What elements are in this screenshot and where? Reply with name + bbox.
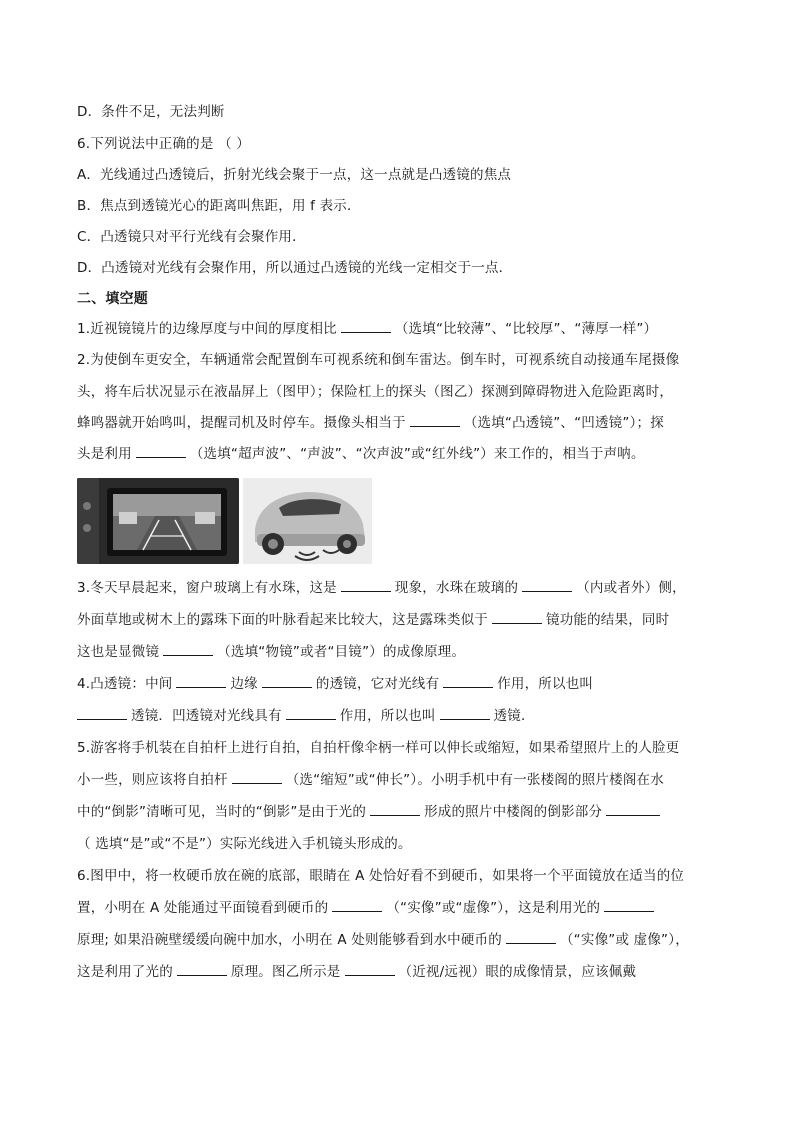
option-d-q5: D．条件不足，无法判断	[77, 104, 225, 120]
option-a: A．光线通过凸透镜后，折射光线会聚于一点，这一点就是凸透镜的焦点	[77, 167, 512, 183]
text: 头是利用	[77, 446, 132, 462]
text: 3.冬天早晨起来，窗户玻璃上有水珠，这是	[77, 580, 337, 596]
text: （选填“比较薄”、“比较厚”、“薄厚一样”）	[394, 321, 658, 337]
fill-question-3-line1	[77, 578, 686, 598]
fill-question-3-line2	[77, 610, 669, 630]
answer-blank[interactable]	[604, 899, 654, 912]
text: 蜂鸣器就开始鸣叫，提醒司机及时停车。摄像头相当于	[77, 415, 406, 431]
answer-blank[interactable]	[163, 643, 213, 656]
text: 作用，所以也叫	[339, 708, 436, 724]
answer-blank[interactable]	[262, 675, 312, 688]
answer-blank[interactable]	[443, 675, 493, 688]
answer-blank[interactable]	[286, 707, 336, 720]
answer-blank[interactable]	[176, 675, 226, 688]
fill-question-4-line2	[77, 706, 535, 726]
fill-question-2-line4	[77, 444, 645, 464]
text: 这也是显微镜	[77, 644, 160, 660]
text: 的透镜，它对光线有	[315, 676, 440, 692]
text: （“实像”或 虚像”），	[559, 932, 689, 948]
option-b: B．焦点到透镜光心的距离叫焦距，用 f 表示．	[77, 198, 361, 214]
text: （内或者外）侧，	[576, 580, 686, 596]
text: 透镜．	[493, 708, 535, 724]
answer-blank[interactable]	[341, 579, 391, 592]
text: 这是利用了光的	[77, 964, 173, 980]
text: 镜功能的结果，同时	[546, 612, 670, 628]
fill-question-2-line1: 2.为使倒车更安全，车辆通常会配置倒车可视系统和倒车雷达。倒车时，可视系统自动接通车尾摄像	[77, 352, 680, 368]
text: （选填“超声波”、“声波”、“次声波”或“红外线”）来工作的，相当于声呐。	[189, 446, 645, 462]
fill-question-2-line3	[77, 413, 664, 433]
option-d: D．凸透镜对光线有会聚作用，所以通过凸透镜的光线一定相交于一点．	[77, 260, 513, 276]
question-6-stem: 6.下列说法中正确的是 （ ）	[77, 136, 250, 152]
answer-blank[interactable]	[345, 963, 395, 976]
text: 形成的照片中楼阁的倒影部分	[424, 804, 603, 820]
fill-question-5-line1: 5.游客将手机装在自拍杆上进行自拍，自拍杆像伞柄一样可以伸长或缩短，如果希望照片上的人脸更	[77, 740, 680, 756]
parking-sensor-car-image	[243, 478, 372, 564]
text: 4.凸透镜：中间	[77, 676, 173, 692]
fill-question-6-line4	[77, 962, 636, 982]
answer-blank[interactable]	[177, 963, 227, 976]
answer-blank[interactable]	[341, 320, 391, 333]
text: 小一些，则应该将自拍杆	[77, 772, 228, 788]
text: 现象，水珠在玻璃的	[394, 580, 519, 596]
answer-blank[interactable]	[606, 803, 660, 816]
fill-question-6-line1: 6.图甲中，将一枚硬币放在碗的底部，眼睛在 A 处恰好看不到硬币，如果将一个平面镜放在适当的位	[77, 868, 685, 884]
text: 外面草地或树木上的露珠下面的叶脉看起来比较大，这是露珠类似于	[77, 612, 488, 628]
answer-blank[interactable]	[370, 803, 420, 816]
fill-question-5-line3	[77, 802, 664, 822]
text: 透镜．凹透镜对光线具有	[131, 708, 282, 724]
answer-blank[interactable]	[506, 931, 556, 944]
reverse-camera-display-image	[77, 478, 239, 564]
text: （选填“物镜”或者“目镜”）的成像原理。	[217, 644, 466, 660]
answer-blank[interactable]	[136, 445, 186, 458]
fill-question-5-line4: （ 选填“是”或“不是”）实际光线进入手机镜头形成的。	[77, 836, 412, 852]
fill-question-6-line3	[77, 930, 689, 950]
text: 原理。图乙所示是	[230, 964, 341, 980]
answer-blank[interactable]	[410, 414, 460, 427]
text: （选“缩短”或“伸长”）。小明手机中有一张楼阁的照片楼阁在水	[285, 772, 664, 788]
answer-blank[interactable]	[440, 707, 490, 720]
text: （近视/远视）眼的成像情景，应该佩戴	[398, 964, 637, 980]
answer-blank[interactable]	[77, 707, 127, 720]
text: （“实像”或“虚像”），这是利用光的	[386, 900, 601, 916]
text: 原理; 如果沿碗壁缓缓向碗中加水，小明在 A 处则能够看到水中硬币的	[77, 932, 502, 948]
fill-question-4-line1	[77, 674, 593, 694]
answer-blank[interactable]	[232, 771, 282, 784]
answer-blank[interactable]	[492, 611, 542, 624]
fill-question-3-line3	[77, 642, 465, 662]
text: 置，小明在 A 处能通过平面镜看到硬币的	[77, 900, 329, 916]
fill-question-6-line2	[77, 898, 658, 918]
text: 中的“倒影”清晰可见，当时的“倒影”是由于光的	[77, 804, 367, 820]
text: 1.近视镜镜片的边缘厚度与中间的厚度相比	[77, 321, 337, 337]
answer-blank[interactable]	[332, 899, 382, 912]
text: 边缘	[230, 676, 258, 692]
fill-question-2-line2: 头，将车后状况显示在液晶屏上（图甲）；保险杠上的探头（图乙）探测到障碍物进入危险距离时，	[77, 384, 674, 400]
option-c: C．凸透镜只对平行光线有会聚作用．	[77, 229, 306, 245]
text: （选填“凸透镜”、“凹透镜”）；探	[463, 415, 664, 431]
fill-question-5-line2	[77, 770, 664, 790]
section-heading: 二、填空题	[77, 291, 148, 307]
fill-question-1	[77, 319, 657, 339]
answer-blank[interactable]	[522, 579, 572, 592]
text: 作用，所以也叫	[497, 676, 594, 692]
